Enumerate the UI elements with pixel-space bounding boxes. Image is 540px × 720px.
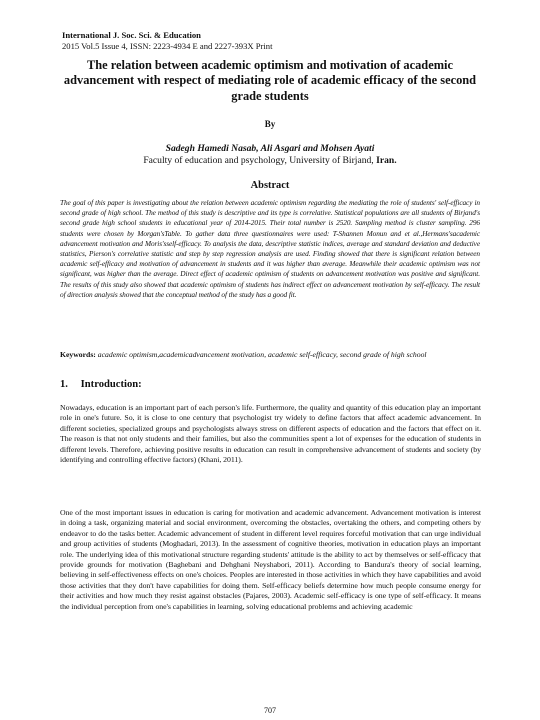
authors: Sadegh Hamedi Nasab, Ali Asgari and Mohsen Ayati [165, 143, 375, 154]
body-paragraph: Nowadays, education is an important part of each person's life. Furthermore, the quality and quantity of this education play an important role in one's future. So, it is close to one century that psychologist try widely to define factors that affect academic advancement. In different societies, specialized groups and psychologists always stress on different aspects of education and the factors that effect on it. The reason is that not only students and their families, but also the communities spent a lot of expenses for the education of students in different levels. Therefore, achieving positive results in education can result in comprehensive advancement of students and society (by identifying and controlling effective factors) (Khani, 2011). [60, 403, 481, 465]
journal-name: International J. Soc. Sci. & Education [62, 30, 201, 40]
page-number: 707 [264, 706, 276, 715]
section-number: 1. [60, 379, 68, 390]
body-paragraph: One of the most important issues in education is caring for motivation and academic advancement. Advancement motivation is interest in doing a task, organizing material and social environment, overcoming the obstacles, overtaking the others, and competing others by endeavor to do the tasks better. Academic advancement of student in different level requires forceful motivation that can urge individual and group activities of students (Moghadari, 2013). In the assessment of cognitive theories, motivation in education plays an important role. The underlying idea of this motivational structure regarding students' attitude is the ability to act by themselves or self-efficacy that provide grounds for motivation (Baghebani and Dehghani Neyshabori, 2011). According to Bandura's theory of social learning, believing in self-effectiveness effects on one's choices. Peoples are interested in those activities in which they have capabilities and avoid those activities that they don't have capabilities for doing them. Self-efficacy beliefs determine how much people consume energy for their activities and how much they resist against obstacles (Pajares, 2003). Academic self-efficacy is one type of self-efficacy. It means the individual perception from one's capabilities in learning, solving educational problems and achieving academic [60, 508, 481, 611]
affiliation [0, 155, 540, 167]
keywords-label: Keywords: [60, 350, 96, 359]
journal-issue-line: 2015 Vol.5 Issue 4, ISSN: 2223-4934 E and 2227-393X Print [62, 41, 273, 51]
abstract-text: The goal of this paper is investigating about the relation between academic optimism regarding the mediating the role of students' self-efficacy in second grade of high school. The method of this study is descriptive and its type is correlative. Statistical populations are all students of Birjand's second grade high school students in educational year of 2014-2015. Their total number is 2520. Sampling method is cluster sampling. 296 students were chosen by Morgan'sTable. To gather data three questionnaires were used: T-Shannen Monun and et al.,Hermans'sacademic advancement motivation and Moris'sself-efficacy. To analysis the data, descriptive statistic indices, average and standard deviation and deductive statistics, Pierson's correlative statistic and step by step regression analysis are used. Finding showed that there is significant relation between academic self-efficacy and motivation of advancement in students and it was higher than average. Meanwhile their academic optimism was not significant, was higher than the average. Direct effect of academic optimism of students on advancement motivation was positive and significant. The results of this study also showed that academic optimism of students has indirect effect on advancement motivation by self-efficacy. The result of direction analysis showed that the conceptual method of the study has a good fit. [60, 198, 480, 299]
section-heading [60, 379, 142, 390]
by-label: By [264, 119, 276, 129]
keywords-text: academic optimism,academicadvancement motivation, academic self-efficacy, second grade of high school [97, 350, 427, 359]
section-title: Introduction: [80, 379, 142, 390]
affiliation-text: Faculty of education and psychology, University of Birjand, [143, 155, 374, 166]
keywords [60, 350, 480, 360]
affiliation-country: Iran. [376, 155, 397, 166]
paper-title: The relation between academic optimism and motivation of academic advancement with respect of mediating role of academic efficacy of the second grade students [63, 58, 477, 103]
journal-header [62, 30, 272, 52]
abstract-heading: Abstract [250, 180, 290, 191]
